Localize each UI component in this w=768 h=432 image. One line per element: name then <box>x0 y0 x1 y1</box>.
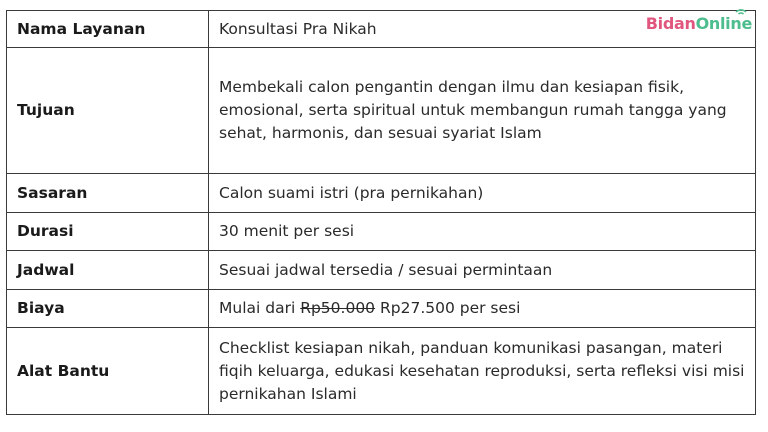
row-value-tujuan: Membekali calon pengantin dengan ilmu dan kesiapan fisik, emosional, serta spiritual untuk membangun rumah tangga yang sehat, harmonis, dan sesuai syariat Islam <box>209 48 756 174</box>
row-label-nama-layanan: Nama Layanan <box>7 11 209 48</box>
row-label-alat-bantu: Alat Bantu <box>7 328 209 415</box>
wifi-icon <box>734 7 748 17</box>
price-prefix: Mulai dari <box>219 299 296 317</box>
table-row <box>7 174 756 213</box>
row-label-sasaran: Sasaran <box>7 174 209 213</box>
logo-text-bidan: Bidan <box>645 14 696 33</box>
row-value-alat-bantu: Checklist kesiapan nikah, panduan komunikasi pasangan, materi fiqih keluarga, edukasi kesehatan reproduksi, serta refleksi visi misi pernikahan Islami <box>209 328 756 415</box>
row-value-sasaran: Calon suami istri (pra pernikahan) <box>209 174 756 213</box>
table-row <box>7 251 756 290</box>
table-row <box>7 290 756 328</box>
row-value-nama-layanan: Konsultasi Pra Nikah <box>209 11 756 48</box>
row-value-durasi: 30 menit per sesi <box>209 213 756 251</box>
table-row <box>7 11 756 48</box>
price-new: Rp27.500 per sesi <box>379 299 521 317</box>
table-row <box>7 213 756 251</box>
row-label-durasi: Durasi <box>7 213 209 251</box>
service-info-table <box>6 10 756 415</box>
bidanonline-logo <box>646 14 752 33</box>
table-row <box>7 328 756 415</box>
row-label-jadwal: Jadwal <box>7 251 209 290</box>
row-label-tujuan: Tujuan <box>7 48 209 174</box>
table-row <box>7 48 756 174</box>
row-label-biaya: Biaya <box>7 290 209 328</box>
row-value-jadwal: Sesuai jadwal tersedia / sesuai permintaan <box>209 251 756 290</box>
row-value-biaya <box>209 290 756 328</box>
logo-text-online: Online <box>695 14 752 33</box>
price-old: Rp50.000 <box>300 299 376 317</box>
